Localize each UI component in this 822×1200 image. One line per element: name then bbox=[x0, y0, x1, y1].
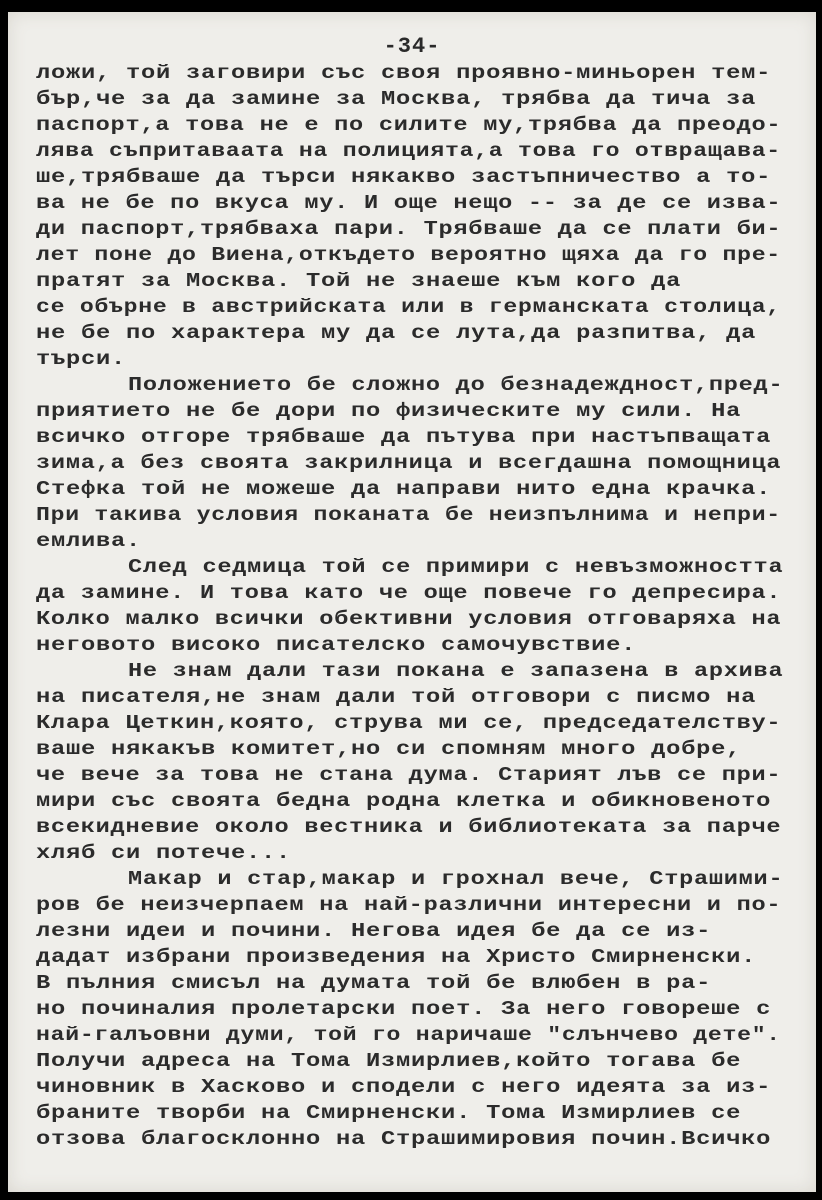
text-line: Клара Цеткин,която, струва ми се, председателству- bbox=[36, 712, 782, 734]
text-line: да замине. И това като че още повече го депресира. bbox=[36, 582, 782, 604]
text-line: дадат избрани произведения на Христо Смирненски. bbox=[36, 946, 757, 968]
text-line: лет поне до Виена,откъдето вероятно щяха да го пре- bbox=[36, 244, 781, 266]
text-line: не бе по характера му да се лута,да разпитва, да bbox=[36, 322, 757, 344]
text-line: ва не бе по вкуса му. И още нещо -- за де се изва- bbox=[36, 192, 782, 214]
text-line: отзова благосклонно на Страшимировия почин.Всичко bbox=[36, 1128, 772, 1150]
paragraph-first-line: Макар и стар,макар и грохнал вече, Страшими- bbox=[128, 868, 784, 890]
paragraph-first-line: Положението бе сложно до безнадеждност,пред- bbox=[128, 374, 784, 396]
text-line: се обърне в австрийската или в германската столица, bbox=[36, 296, 781, 318]
text-line: При такива условия поканата бе неизпълнима и непри- bbox=[36, 504, 781, 526]
text-line: ваше някакъв комитет,но си спомням много добре, bbox=[36, 738, 742, 760]
text-line: на писателя,не знам дали той отговори с писмо на bbox=[36, 686, 757, 708]
text-line: лява съпритаваата на полицията,а това го отвращава- bbox=[36, 140, 781, 162]
text-line: емлива. bbox=[36, 530, 142, 552]
text-line: неговото високо писателско самочувствие. bbox=[36, 634, 637, 656]
text-line: зима,а без своята закрилница и всегдашна помощница bbox=[36, 452, 782, 474]
text-line: чиновник в Хасково и сподели с него идеята за из- bbox=[36, 1076, 772, 1098]
text-line: Получи адреса на Тома Измирлиев,който тогава бе bbox=[36, 1050, 742, 1072]
text-line: паспорт,а това не е по силите му,трябва да преодо- bbox=[36, 114, 782, 136]
text-line: ров бе неизчерпаем на най-различни интересни и по- bbox=[36, 894, 782, 916]
text-line: всекидневие около вестника и библиотеката за парче bbox=[36, 816, 782, 838]
text-line: всичко отгоре трябваше да пътува при настъпващата bbox=[36, 426, 772, 448]
text-line: Колко малко всички обективни условия отговаряха на bbox=[36, 608, 782, 630]
text-line: но починалия пролетарски поет. За него говореше с bbox=[36, 998, 772, 1020]
document-page bbox=[8, 12, 816, 1192]
text-line: ше,трябваше да търси някакво застъпничество а то- bbox=[36, 166, 772, 188]
text-line: Стефка той не можеше да направи нито една крачка. bbox=[36, 478, 772, 500]
text-line: ложи, той заговири със своя проявно-миньорен тем- bbox=[36, 62, 772, 84]
paragraph-first-line: След седмица той се примири с невъзможността bbox=[128, 556, 784, 578]
text-line: приятието не бе дори по физическите му сили. На bbox=[36, 400, 742, 422]
page-number: -34- bbox=[383, 34, 441, 59]
paragraph-first-line: Не знам дали тази покана е запазена в архива bbox=[128, 660, 784, 682]
text-line: ди паспорт,трябваха пари. Трябваше да се плати би- bbox=[36, 218, 782, 240]
text-line: хляб си потече... bbox=[36, 842, 292, 864]
text-line: лезни идеи и почини. Негова идея бе да се из- bbox=[36, 920, 712, 942]
text-line: бър,че за да замине за Москва, трябва да тича за bbox=[36, 88, 757, 110]
text-line: браните творби на Смирненски. Тома Измирлиев се bbox=[36, 1102, 742, 1124]
text-line: пратят за Москва. Той не знаеше към кого да bbox=[36, 270, 682, 292]
text-line: търси. bbox=[36, 348, 127, 370]
text-line: мири със своята бедна родна клетка и обикновеното bbox=[36, 790, 772, 812]
text-line: най-галъовни думи, той го наричаше "слънчево дете". bbox=[36, 1024, 781, 1046]
text-line: че вече за това не стана дума. Старият лъв се при- bbox=[36, 764, 782, 786]
text-line: В пълния смисъл на думата той бе влюбен в ра- bbox=[36, 972, 712, 994]
